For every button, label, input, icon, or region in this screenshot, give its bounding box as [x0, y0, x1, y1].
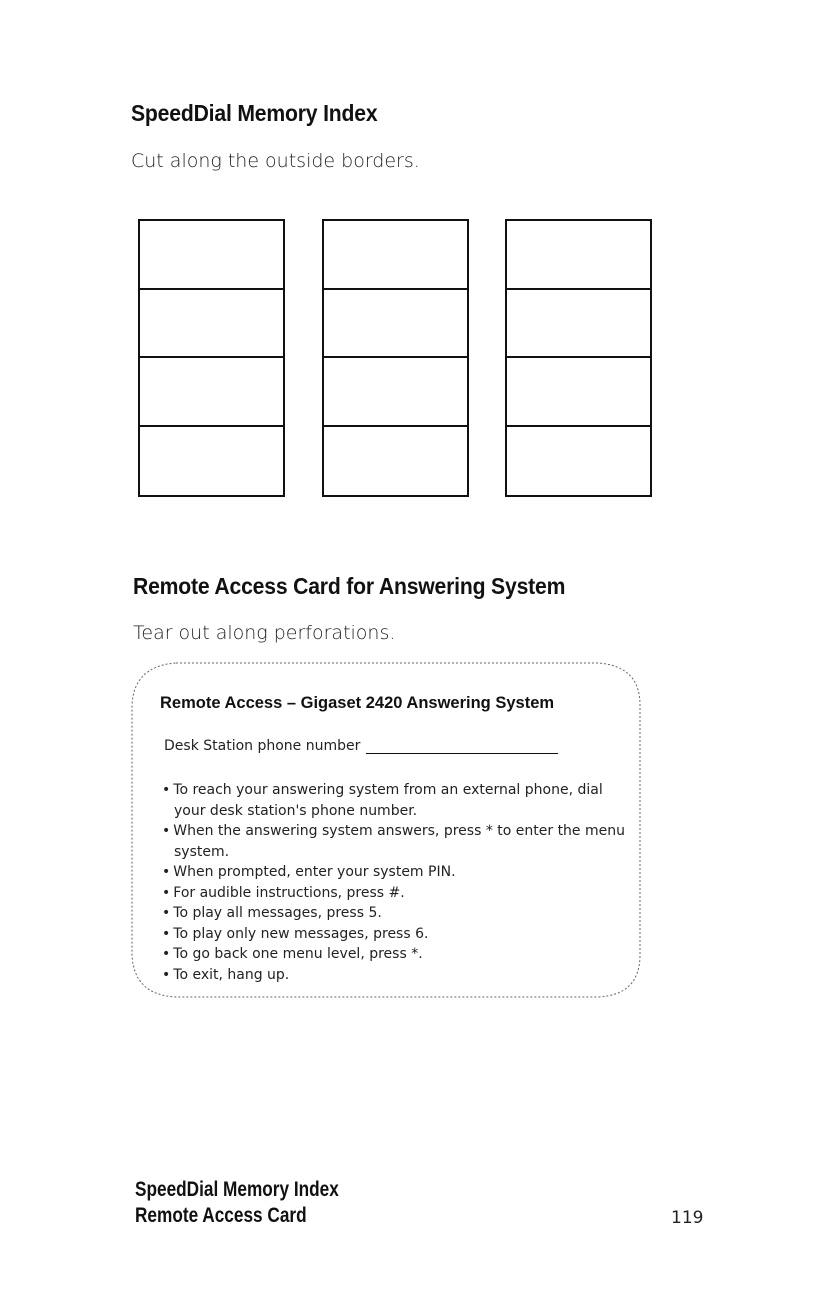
speeddial-instruction: Cut along the outside borders.: [131, 150, 420, 172]
instruction-item: • For audible instructions, press #.: [162, 883, 632, 904]
instruction-list: [162, 780, 632, 985]
instruction-item: • When prompted, enter your system PIN.: [162, 862, 632, 883]
card-title: Remote Access – Gigaset 2420 Answering System: [160, 694, 555, 712]
remote-access-instruction: Tear out along perforations.: [133, 622, 396, 644]
desk-phone-label: Desk Station phone number: [164, 738, 361, 754]
instruction-item: • To play only new messages, press 6.: [162, 924, 632, 945]
page-number: 119: [671, 1208, 704, 1228]
footer-line-2: Remote Access Card: [135, 1204, 307, 1227]
desk-phone-blank: [366, 739, 558, 754]
instruction-item: • To exit, hang up.: [162, 965, 632, 986]
remote-access-heading: Remote Access Card for Answering System: [133, 573, 566, 599]
speeddial-heading: SpeedDial Memory Index: [131, 100, 378, 126]
instruction-item: • To play all messages, press 5.: [162, 903, 632, 924]
instruction-item: • To reach your answering system from an external phone, dial your desk station's phone number.: [162, 780, 632, 821]
desk-phone-line: [164, 738, 558, 754]
instruction-item: • To go back one menu level, press *.: [162, 944, 632, 965]
instruction-item: • When the answering system answers, press * to enter the menu system.: [162, 821, 632, 862]
footer-line-1: SpeedDial Memory Index: [135, 1178, 339, 1201]
